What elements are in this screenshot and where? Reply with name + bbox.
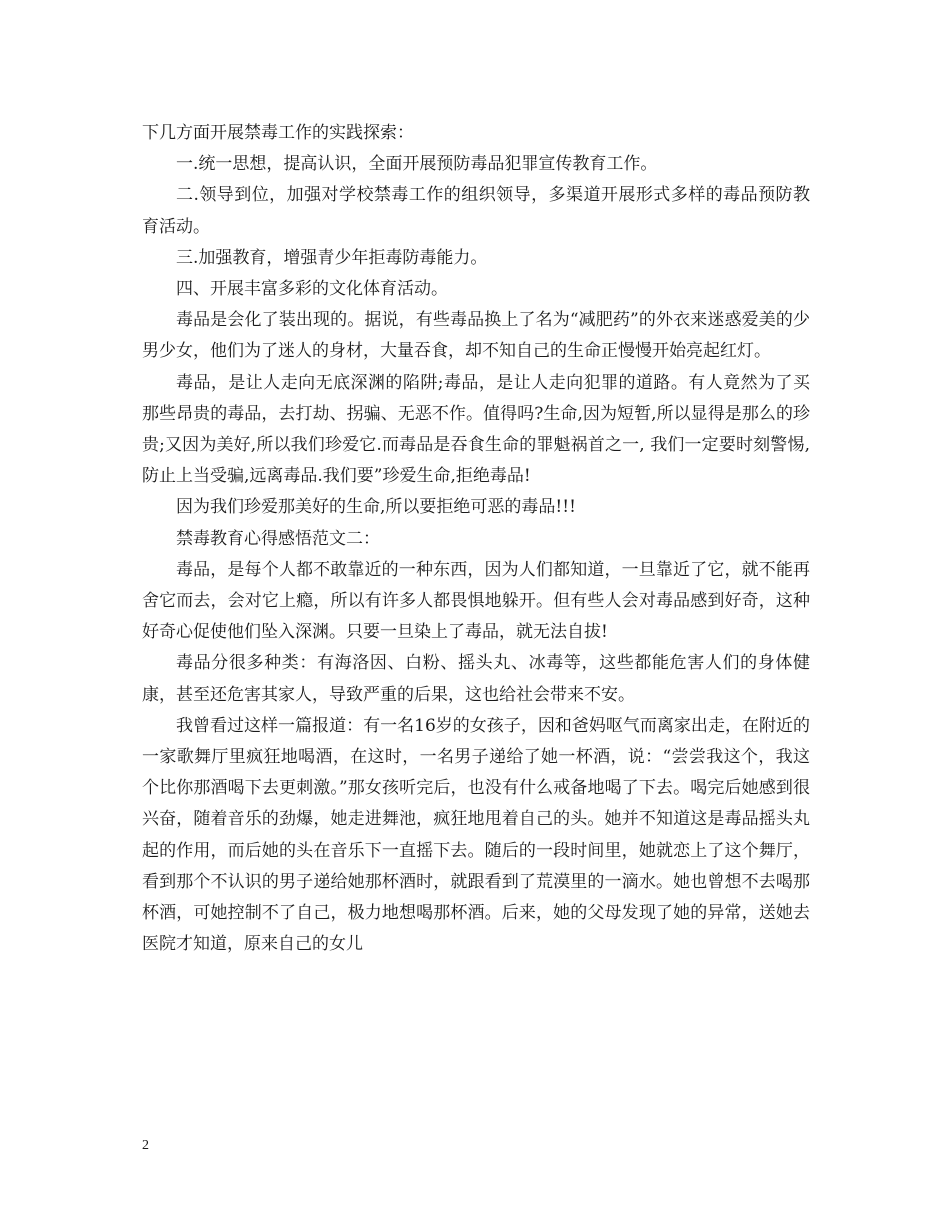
paragraph: 四、开展丰富多彩的文化体育活动。 bbox=[176, 279, 448, 300]
paragraph: 毒品分很多种类：有海洛因、白粉、摇头丸、冰毒等，这些都能危害人们的身体健康，甚至还危害其家人，导致严重的后果，这也给社会带来不安。 bbox=[142, 653, 810, 705]
paragraph: 一.统一思想，提高认识，全面开展预防毒品犯罪宣传教育工作。 bbox=[176, 154, 658, 175]
body-text bbox=[142, 118, 810, 960]
paragraph: 二.领导到位，加强对学校禁毒工作的组织领导，多渠道开展形式多样的毒品预防教育活动。 bbox=[142, 185, 810, 237]
section-heading: 禁毒教育心得感悟范文二： bbox=[176, 528, 380, 549]
paragraph: 因为我们珍爱那美好的生命,所以要拒绝可恶的毒品!!! bbox=[176, 497, 576, 518]
paragraph: 下几方面开展禁毒工作的实践探索： bbox=[142, 123, 414, 143]
paragraph: 毒品，是让人走向无底深渊的陷阱;毒品，是让人走向犯罪的道路。有人竟然为了买那些昂贵的毒品，去打劫、拐骗、无恶不作。值得吗?生命,因为短暂,所以显得是那么的珍贵;又因为美好,所以我们珍爱它.而毒品是吞食生命的罪魁祸首之一, 我们一定要时刻警惕,防止上当受骗,远离毒品.我们要”珍爱生命,拒绝毒品! bbox=[142, 372, 810, 487]
page-number: 2 bbox=[142, 1138, 149, 1153]
paragraph: 我曾看过这样一篇报道：有一名16岁的女孩子，因和爸妈呕气而离家出走，在附近的一家歌舞厅里疯狂地喝酒，在这时，一名男子递给了她一杯酒，说：“尝尝我这个，我这个比你那酒喝下去更刺激。”那女孩听完后，也没有什么戒备地喝了下去。喝完后她感到很兴奋，随着音乐的劲爆，她走进舞池，疯狂地甩着自己的头。她并不知道这是毒品摇头丸起的作用，而后她的头在音乐下一直摇下去。随后的一段时间里，她就恋上了这个舞厅，看到那个不认识的男子递给她那杯酒时，就跟看到了荒漠里的一滴水。她也曾想不去喝那杯酒，可她控制不了自己，极力地想喝那杯酒。后来，她的父母发现了她的异常，送她去医院才知道，原来自己的女儿 bbox=[142, 715, 810, 955]
paragraph: 三.加强教育，增强青少年拒毒防毒能力。 bbox=[176, 247, 488, 268]
paragraph: 毒品，是每个人都不敢靠近的一种东西，因为人们都知道，一旦靠近了它，就不能再舍它而去，会对它上瘾，所以有许多人都畏惧地躲开。但有些人会对毒品感到好奇，这种好奇心促使他们坠入深渊。只要一旦染上了毒品，就无法自拔! bbox=[142, 559, 810, 643]
paragraph: 毒品是会化了装出现的。据说，有些毒品换上了名为“减肥药”的外衣来迷惑爱美的少男少女，他们为了迷人的身材，大量吞食，却不知自己的生命正慢慢开始亮起红灯。 bbox=[142, 310, 810, 362]
